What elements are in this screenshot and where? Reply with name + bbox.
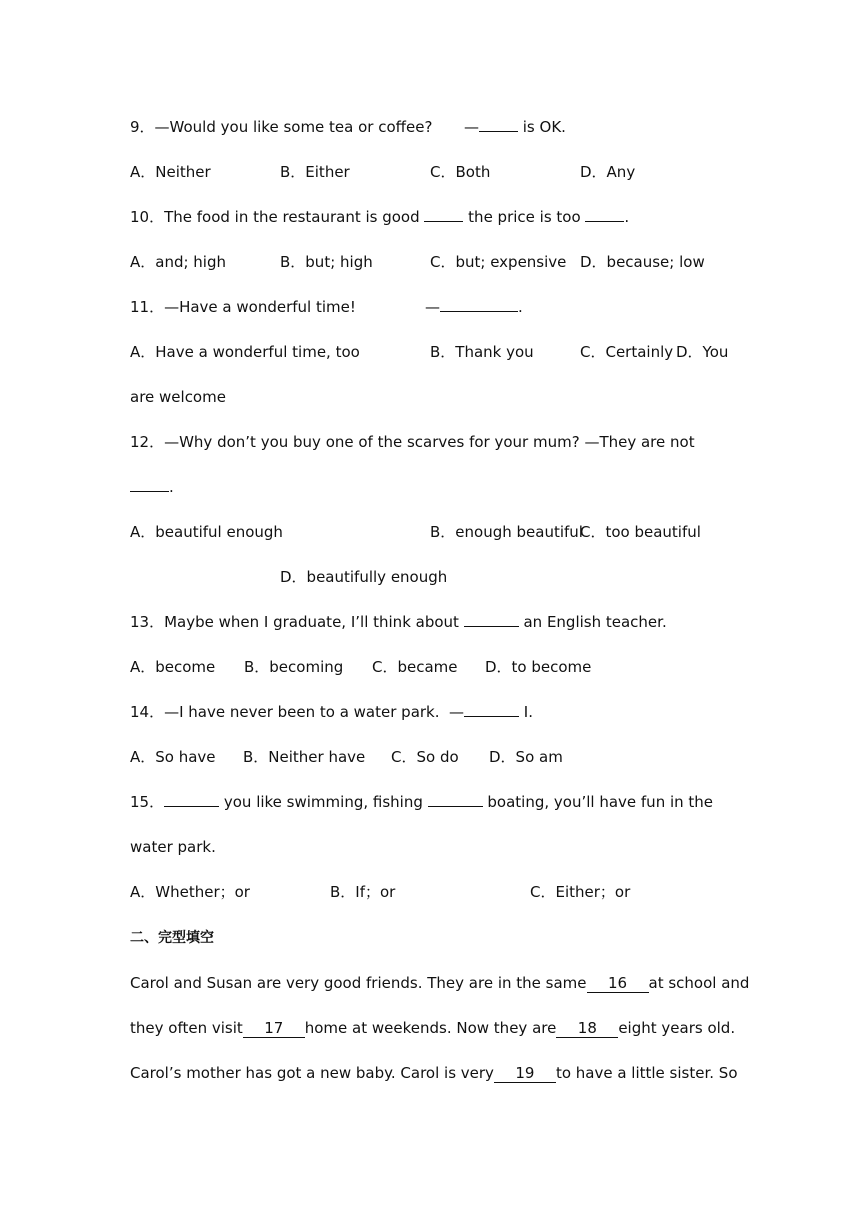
answer-blank[interactable] (479, 131, 518, 132)
cloze-blank-17[interactable]: 17 (243, 1019, 305, 1038)
q14-option-c[interactable]: C．So do (391, 748, 459, 766)
q14-option-d[interactable]: D．So am (489, 748, 563, 766)
passage-line-3: Carol’s mother has got a new baby. Carol is very 19 to have a little sister. So (130, 1064, 738, 1082)
q15-option-b[interactable]: B．If；or (330, 883, 396, 901)
q9-option-b[interactable]: B．Either (280, 163, 350, 181)
question-14-stem: 14．—I have never been to a water park. (130, 703, 440, 721)
question-12-stem: 12．—Why don’t you buy one of the scarves for your mum? —They are not (130, 433, 695, 451)
q12-option-c[interactable]: C．too beautiful (580, 523, 701, 541)
q10-option-a[interactable]: A．and; high (130, 253, 227, 271)
answer-blank[interactable] (424, 221, 463, 222)
answer-blank[interactable] (464, 626, 519, 627)
q13-option-d[interactable]: D．to become (485, 658, 592, 676)
passage-line-1: Carol and Susan are very good friends. They are in the same 16 at school and (130, 974, 750, 992)
q13-option-c[interactable]: C．became (372, 658, 458, 676)
question-15-stem-wrap: water park. (130, 838, 216, 856)
q9-option-c[interactable]: C．Both (430, 163, 491, 181)
question-9-stem: 9．—Would you like some tea or coffee? (130, 118, 433, 136)
answer-blank[interactable] (585, 221, 624, 222)
q9-option-a[interactable]: A．Neither (130, 163, 211, 181)
q14-option-b[interactable]: B．Neither have (243, 748, 366, 766)
q15-option-a[interactable]: A．Whether；or (130, 883, 250, 901)
q9-option-d[interactable]: D．Any (580, 163, 636, 181)
answer-blank[interactable] (164, 806, 219, 807)
question-15-stem: 15． you like swimming, fishing boating, you’ll have fun in the (130, 793, 714, 811)
answer-blank[interactable] (440, 311, 518, 312)
passage-line-2: they often visit 17 home at weekends. Now they are 18 eight years old. (130, 1019, 736, 1037)
question-11-stem: 11．—Have a wonderful time! (130, 298, 356, 316)
q12-option-a[interactable]: A．beautiful enough (130, 523, 283, 541)
q11-option-a[interactable]: A．Have a wonderful time, too (130, 343, 360, 361)
section-heading: 二、完型填空 (130, 930, 214, 946)
answer-blank[interactable] (428, 806, 483, 807)
q11-option-d[interactable]: D．You (676, 343, 729, 361)
question-10-stem: 10．The food in the restaurant is good the price is too . (130, 208, 630, 226)
q11-option-c[interactable]: C．Certainly (580, 343, 674, 361)
q12-option-d[interactable]: D．beautifully enough (280, 568, 448, 586)
question-12-stem-wrap: . (130, 477, 174, 497)
q10-option-c[interactable]: C．but; expensive (430, 253, 567, 271)
cloze-blank-18[interactable]: 18 (556, 1019, 618, 1038)
q12-option-b[interactable]: B．enough beautiful (430, 523, 583, 541)
question-9-answer: — is OK. (464, 118, 566, 136)
q13-option-b[interactable]: B．becoming (244, 658, 344, 676)
cloze-blank-19[interactable]: 19 (494, 1064, 556, 1083)
q11-option-d-wrap: are welcome (130, 388, 226, 406)
q13-option-a[interactable]: A．become (130, 658, 216, 676)
q14-option-a[interactable]: A．So have (130, 748, 216, 766)
answer-blank[interactable] (464, 716, 519, 717)
q15-option-c[interactable]: C．Either；or (530, 883, 631, 901)
question-13-stem: 13．Maybe when I graduate, I’ll think about an English teacher. (130, 613, 667, 631)
question-11-answer: — . (425, 298, 523, 316)
cloze-blank-16[interactable]: 16 (587, 974, 649, 993)
question-14-answer: — I. (449, 703, 533, 721)
q10-option-b[interactable]: B．but; high (280, 253, 373, 271)
q11-option-b[interactable]: B．Thank you (430, 343, 534, 361)
answer-blank[interactable] (130, 491, 169, 492)
q10-option-d[interactable]: D．because; low (580, 253, 705, 271)
